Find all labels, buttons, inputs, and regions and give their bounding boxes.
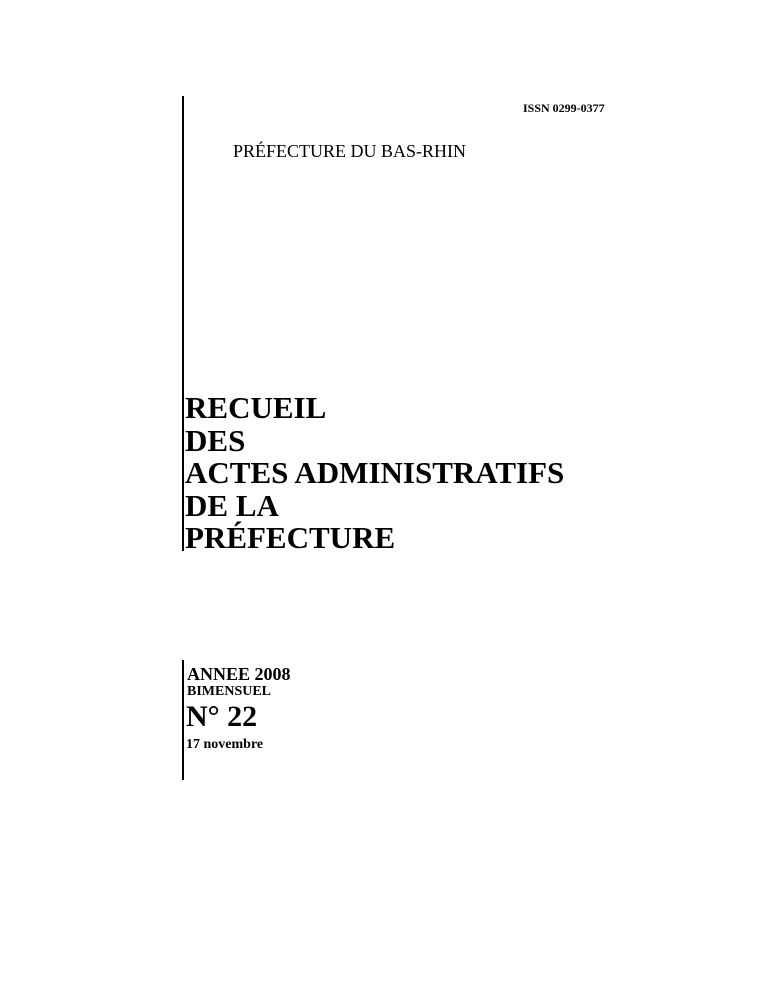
issue-number: N° 22 [186, 700, 258, 733]
title-line: ACTES ADMINISTRATIFS [185, 455, 565, 490]
left-margin-rule-bottom [182, 660, 184, 780]
issn-number: ISSN 0299-0377 [523, 101, 605, 115]
title-line: DES [185, 422, 246, 458]
document-title [185, 392, 564, 555]
issue-frequency: BIMENSUEL [187, 684, 272, 699]
left-margin-rule-top [182, 96, 184, 551]
issue-date: 17 novembre [186, 737, 264, 752]
issue-year: ANNEE 2008 [187, 664, 291, 684]
title-line: RECUEIL [185, 390, 327, 425]
title-line: DE LA [185, 487, 279, 523]
prefecture-name: PRÉFECTURE DU BAS-RHIN [233, 141, 467, 161]
title-line: PRÉFECTURE [185, 520, 396, 555]
